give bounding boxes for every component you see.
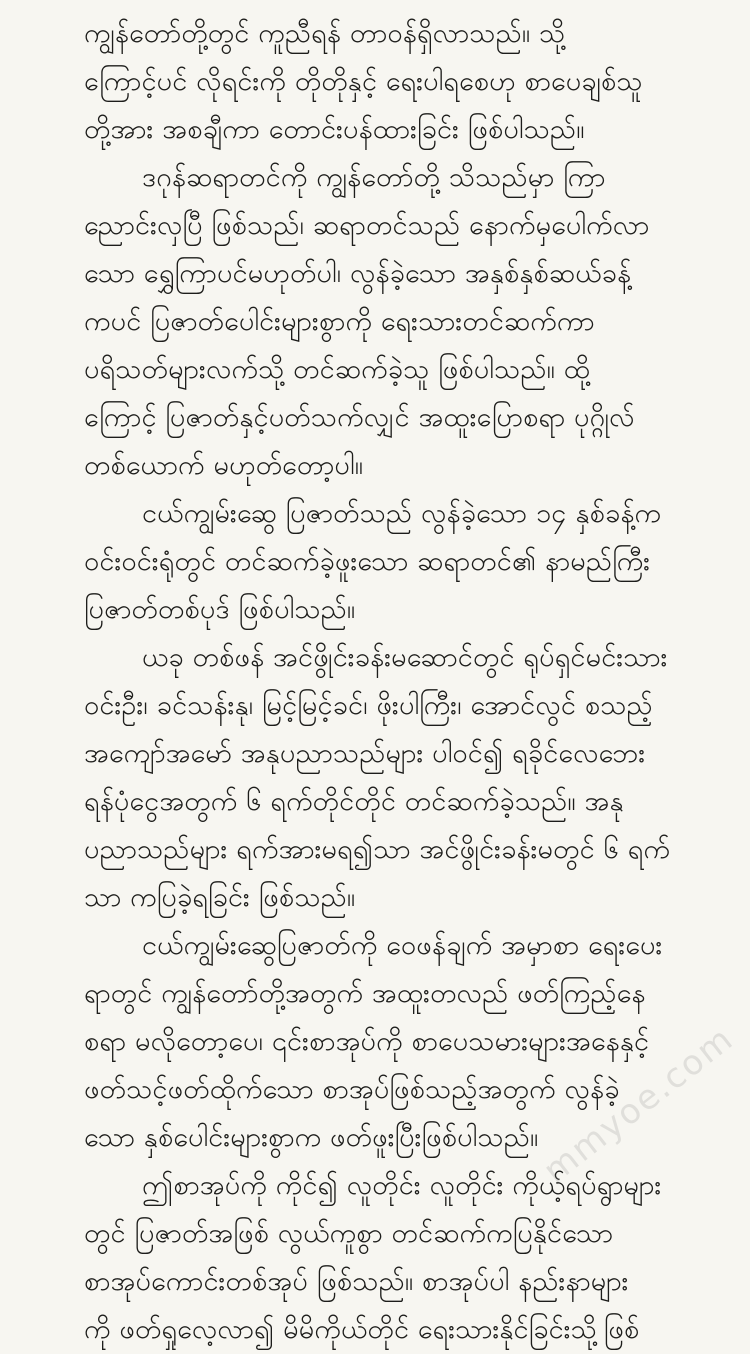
text-line: ရာတွင် ကျွန်တော်တို့အတွက် အထူးတလည် ဖတ်ကြည့်နေ: [84, 978, 646, 1009]
text-line: ငယ်ကျွမ်းဆွေ ပြဇာတ်သည် လွန်ခဲ့သော ၁၄ နှစ်ခန့်က: [142, 498, 662, 529]
text-line: ငယ်ကျွမ်းဆွေပြဇာတ်ကို ဝေဖန်ချက် အမှာစာ ရေးပေး: [142, 930, 663, 961]
text-line: တစ်ယောက် မဟုတ်တော့ပါ။: [84, 450, 364, 481]
text-line: တွင် ပြဇာတ်အဖြစ် လွယ်ကူစွာ တင်ဆက်ကပြနိုင်သော: [84, 1218, 614, 1249]
text-line: သော ရွှေကြာပင်မဟုတ်ပါ၊ လွန်ခဲ့သော အနှစ်နှစ်ဆယ်ခန့်: [84, 258, 632, 289]
paragraph-2: [84, 154, 716, 490]
text-line: ဝင်းဦး၊ ခင်သန်းနု၊ မြင့်မြင့်ခင်၊ ဖိုးပါကြီး၊ အောင်လွင် စသည့်: [84, 690, 653, 721]
text-line: ကပင် ပြဇာတ်ပေါင်းများစွာကို ရေးသားတင်ဆက်ကာ: [84, 306, 595, 337]
text-line: ဝင်းဝင်းရုံတွင် တင်ဆက်ခဲ့ဖူးသော ဆရာတင်၏ နာမည်ကြီး: [84, 546, 651, 577]
text-line: ရန်ပုံငွေအတွက် ၆ ရက်တိုင်တိုင် တင်ဆက်ခဲ့သည်။ အနု: [84, 786, 624, 817]
text-line: ပြဇာတ်တစ်ပုဒ် ဖြစ်ပါသည်။: [84, 594, 356, 625]
text-line: ကြောင့် ပြဇာတ်နှင့်ပတ်သက်လျှင် အထူးပြောစရာ ပုဂ္ဂိုလ်: [84, 402, 635, 433]
text-line: အကျော်အမော် အနုပညာသည်များ ပါဝင်၍ ရခိုင်လေဘေး: [84, 738, 646, 769]
paragraph-3: [84, 490, 716, 634]
text-line: စာအုပ်ကောင်းတစ်အုပ် ဖြစ်သည်။ စာအုပ်ပါ နည်းနာများ: [84, 1266, 629, 1297]
paragraph-4: [84, 634, 716, 922]
text-line: တို့အား အစချီကာ တောင်းပန်ထားခြင်း ဖြစ်ပါသည်။: [84, 114, 585, 145]
text-line: သော နှစ်ပေါင်းများစွာက ဖတ်ဖူးပြီးဖြစ်ပါသည်။: [84, 1122, 539, 1153]
text-line: စရာ မလိုတော့ပေ၊ ၎င်းစာအုပ်ကို စာပေသမားများအနေနှင့်: [84, 1026, 650, 1057]
text-line: ကို ဖတ်ရှုလေ့လာ၍ မိမိကိုယ်တိုင် ရေးသားနိုင်ခြင်းသို့ဖြစ်: [84, 1314, 640, 1345]
text-line: ကျွန်တော်တို့တွင် ကူညီရန် တာဝန်ရှိလာသည်။ သို့: [84, 18, 566, 49]
watermark-text: mmyoe.com: [536, 1018, 742, 1192]
text-line: သာ ကပြခဲ့ရခြင်း ဖြစ်သည်။: [84, 882, 356, 913]
text-line: ဖတ်သင့်ဖတ်ထိုက်သော စာအုပ်ဖြစ်သည့်အတွက် လွန်ခဲ့: [84, 1074, 620, 1105]
paragraph-6: [84, 1162, 716, 1354]
text-line: ယခု တစ်ဖန် အင်ဖွိုင်းခန်းမဆောင်တွင် ရုပ်ရှင်မင်းသား: [142, 642, 668, 673]
text-line: ဒဂုန်ဆရာတင်ကို ကျွန်တော်တို့ သိသည်မှာ ကြာ: [142, 162, 606, 193]
paragraph-1: [84, 10, 716, 154]
text-line: ပရိသတ်များလက်သို့ တင်ဆက်ခဲ့သူ ဖြစ်ပါသည်။ ထို့: [84, 354, 591, 385]
text-line: ညောင်းလှပြီ ဖြစ်သည်၊ ဆရာတင်သည် နောက်မှပေါက်လာ: [84, 210, 650, 241]
text-line: ကြောင့်ပင် လိုရင်းကို တိုတိုနှင့် ရေးပါရစေဟု စာပေချစ်သူ: [84, 66, 643, 97]
text-line: ပညာသည်များ ရက်အားမရ၍သာ အင်ဖွိုင်းခန်းမတွင် ၆ ရက်: [84, 834, 671, 865]
text-line: ဤစာအုပ်ကို ကိုင်၍ လူတိုင်း လူတိုင်း ကိုယ့်ရပ်ရွာများ: [142, 1170, 662, 1201]
